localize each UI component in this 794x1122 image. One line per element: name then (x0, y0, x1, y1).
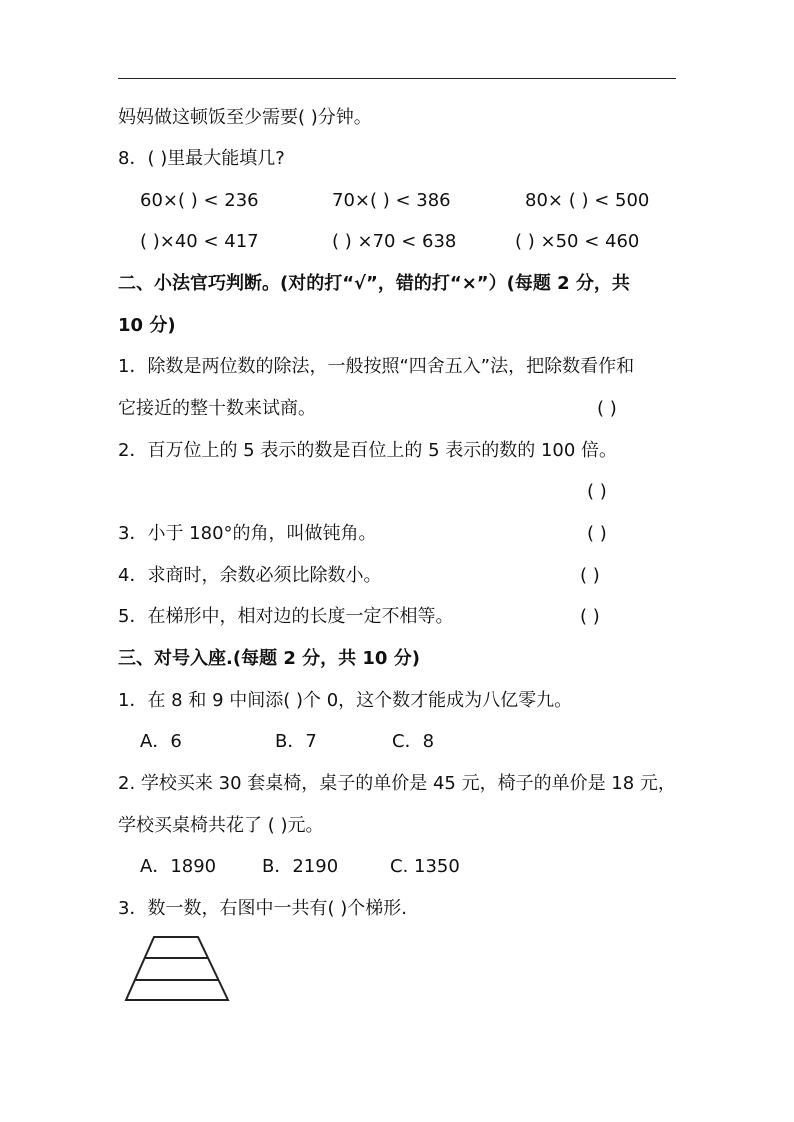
trapezoid-outline (126, 937, 228, 1000)
choice-2-option-b: B．2190 (262, 856, 339, 877)
question-8: 8．( )里最大能填几? (118, 148, 285, 169)
choice-1-option-a: A．6 (140, 731, 182, 752)
q8-item-e: ( ) ×70 < 638 (332, 231, 457, 252)
q8-item-c: 80× ( ) < 500 (525, 190, 650, 211)
answer-paren: ( ) (580, 565, 600, 586)
section-2-heading-cont: 10 分) (118, 315, 176, 336)
judge-2: 2．百万位上的 5 表示的数是百位上的 5 表示的数的 100 倍。 (118, 440, 618, 461)
choice-1-option-c: C．8 (392, 731, 435, 752)
choice-3: 3．数一数，右图中一共有( )个梯形. (118, 898, 407, 919)
section-3-heading: 三、对号入座.(每题 2 分，共 10 分) (118, 648, 420, 669)
header-rule (118, 78, 676, 79)
answer-paren: ( ) (587, 481, 607, 502)
q8-item-a: 60×( ) < 236 (140, 190, 259, 211)
q8-item-f: ( ) ×50 < 460 (515, 231, 640, 252)
judge-5: 5．在梯形中，相对边的长度一定不相等。 (118, 606, 454, 627)
answer-paren: ( ) (580, 606, 600, 627)
choice-1: 1．在 8 和 9 中间添( )个 0，这个数才能成为八亿零九。 (118, 690, 573, 711)
q8-item-b: 70×( ) < 386 (332, 190, 451, 211)
choice-2-line-1: 2. 学校买来 30 套桌椅，桌子的单价是 45 元，椅子的单价是 18 元， (118, 773, 676, 794)
choice-2-line-2: 学校买桌椅共花了 ( )元。 (118, 815, 324, 836)
line-meal-time: 妈妈做这顿饭至少需要( )分钟。 (118, 107, 372, 128)
choice-1-option-b: B．7 (275, 731, 317, 752)
answer-paren: ( ) (597, 398, 617, 419)
answer-paren: ( ) (587, 523, 607, 544)
judge-1-line-2: 它接近的整十数来试商。 (118, 398, 316, 419)
q8-item-d: ( )×40 < 417 (140, 231, 259, 252)
judge-4: 4．求商时，余数必须比除数小。 (118, 565, 382, 586)
judge-1-line-1: 1．除数是两位数的除法，一般按照“四舍五入”法，把除数看作和 (118, 356, 635, 377)
trapezoid-figure (120, 932, 234, 1006)
judge-3: 3．小于 180°的角，叫做钝角。 (118, 523, 377, 544)
choice-2-option-a: A．1890 (140, 856, 217, 877)
section-2-heading: 二、小法官巧判断。(对的打“√”，错的打“×”）(每题 2 分，共 (118, 273, 630, 294)
choice-2-option-c: C. 1350 (390, 856, 460, 877)
